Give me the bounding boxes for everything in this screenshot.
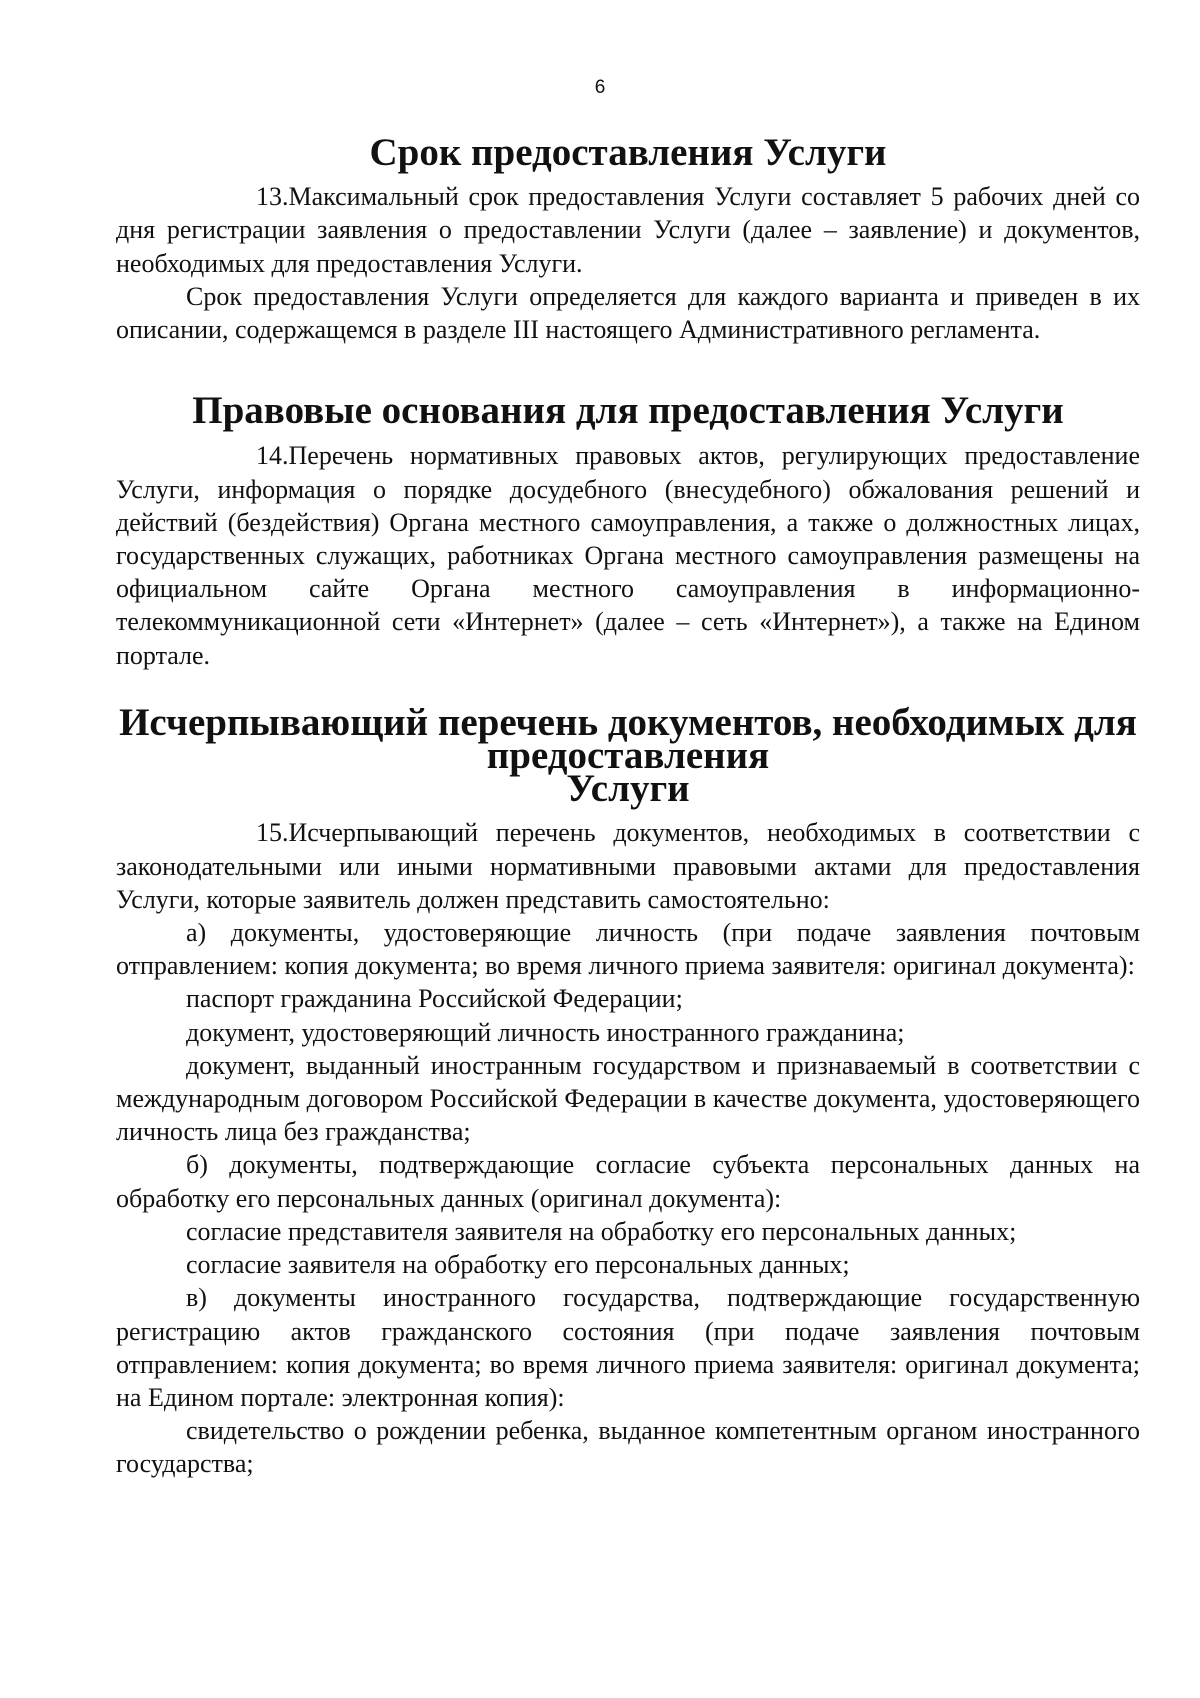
list-item: согласие представителя заявителя на обработку его персональных данных;: [186, 1216, 1017, 1246]
section-heading: Правовые основания для предоставления Услуги: [192, 389, 1064, 433]
paragraph-number: 15.: [256, 818, 289, 848]
paragraph-number: 13.: [256, 182, 289, 212]
paragraph-15: [116, 816, 1140, 916]
section-heading-line: Исчерпывающий перечень документов, необходимых для предоставления: [119, 700, 1137, 778]
list-item: свидетельство о рождении ребенка, выданное компетентным органом иностранного государства;: [116, 1416, 1140, 1479]
section-legal-basis: [116, 389, 1140, 672]
paragraph-14: [116, 439, 1140, 671]
list-item: документ, удостоверяющий личность иностранного гражданина;: [186, 1017, 905, 1047]
paragraph-text: Максимальный срок предоставления Услуги составляет 5 рабочих дней со дня регистрации заявления о предоставлении Услуги (далее – заявление) и документов, необходимых для предоставления Услуги.: [116, 182, 1140, 278]
list-item: документ, выданный иностранным государством и признаваемый в соответствии с международным договором Российской Федерации в качестве документа, удостоверяющего личность лица без гражданства;: [116, 1050, 1140, 1147]
list-item: б) документы, подтверждающие согласие субъекта персональных данных на обработку его персональных данных (оригинал документа):: [116, 1150, 1140, 1213]
paragraph-text: Перечень нормативных правовых актов, регулирующих предоставление Услуги, информация о порядке досудебного (внесудебного) обжалования решений и действий (бездействия) Органа местного самоуправления, а также о должностных лицах, государственных служащих, работниках Органа местного самоуправления размещены на официальном сайте Органа местного самоуправления в информационно-телекоммуникационной сети «Интернет» (далее – сеть «Интернет»), а также на Едином портале.: [116, 441, 1140, 670]
list-item: а) документы, удостоверяющие личность (при подаче заявления почтовым отправлением: копия документа; во время личного приема заявителя: оригинал документа):: [116, 918, 1140, 981]
section-heading: Срок предоставления Услуги: [369, 131, 887, 174]
list-item: в) документы иностранного государства, подтверждающие государственную регистрацию актов гражданского состояния (при подаче заявления почтовым отправлением: копия документа; во время личного приема заявителя: оригинал документа; на Едином портале: электронная копия):: [116, 1283, 1140, 1412]
paragraph: Срок предоставления Услуги определяется для каждого варианта и приведен в их описании, содержащемся в разделе III настоящего Административного регламента.: [116, 281, 1140, 345]
list-item: согласие заявителя на обработку его персональных данных;: [186, 1250, 850, 1280]
paragraph-number: 14.: [256, 441, 289, 471]
list-item: паспорт гражданина Российской Федерации;: [186, 984, 683, 1014]
document-body: [116, 131, 1140, 1481]
paragraph-text: Исчерпывающий перечень документов, необходимых в соответствии с законодательными или иными нормативными правовыми актами для предоставления Услуги, которые заявитель должен представить самостоятельно:: [116, 818, 1140, 914]
section-service-term: [116, 131, 1140, 346]
section-heading-line: Услуги: [566, 767, 690, 811]
paragraph-13: [116, 180, 1140, 280]
page-number: 6: [594, 77, 606, 98]
section-documents-list: [116, 700, 1140, 1481]
section-heading: [116, 700, 1140, 811]
